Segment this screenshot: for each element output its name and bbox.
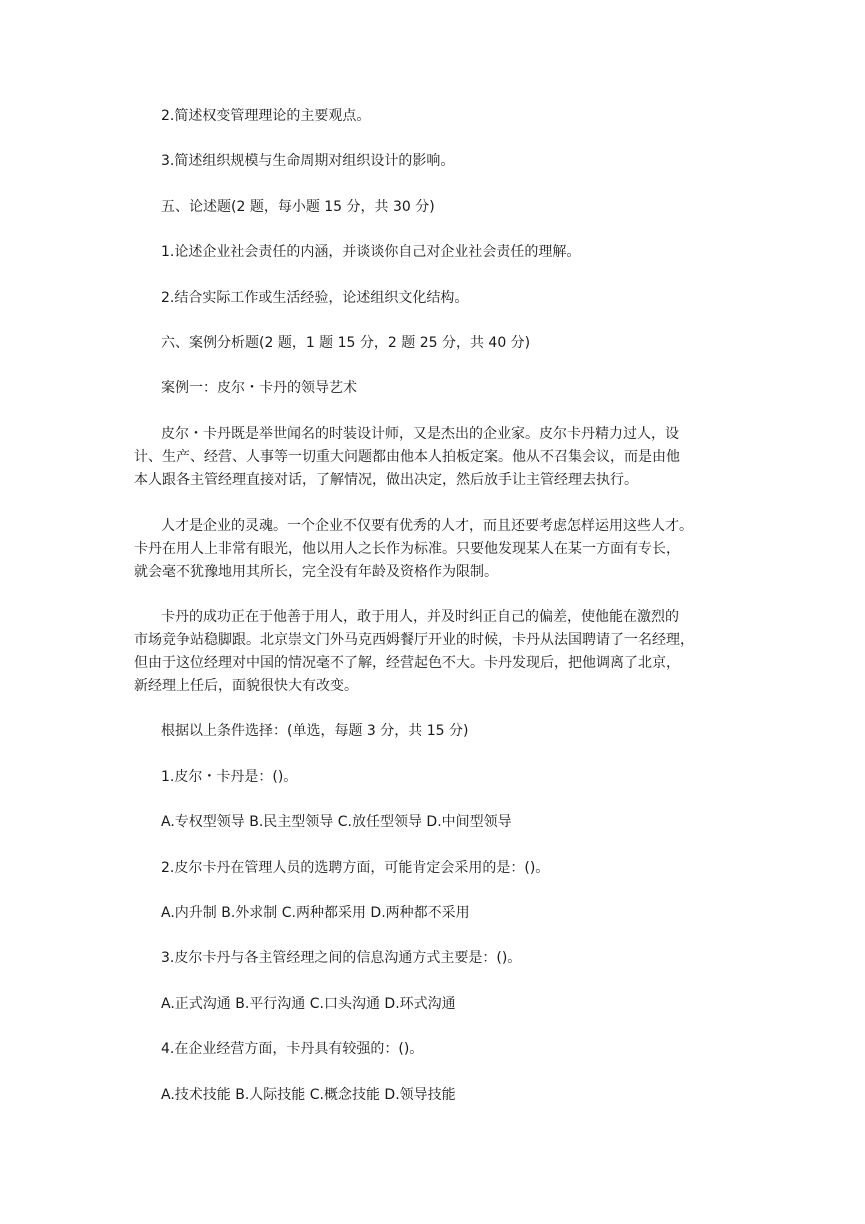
- case-paragraph-1: [134, 423, 721, 492]
- paragraph-line: 新经理上任后，面貌很快大有改变。: [134, 678, 358, 694]
- mc-options-4: A.技术技能 B.人际技能 C.概念技能 D.领导技能: [161, 1087, 456, 1103]
- case-paragraph-3: [134, 606, 721, 698]
- mc-question-1: 1.皮尔・卡丹是：()。: [161, 769, 298, 785]
- paragraph-line: 计、生产、经营、人事等一切重大问题都由他本人拍板定案。他从不召集会议，而是由他: [134, 449, 680, 465]
- paragraph-line: 皮尔・卡丹既是举世闻名的时装设计师，又是杰出的企业家。皮尔卡丹精力过人，设: [161, 426, 679, 442]
- paragraph-line: 卡丹的成功正在于他善于用人，敢于用人，并及时纠正自己的偏差，使他能在激烈的: [161, 609, 679, 625]
- mc-options-2: A.内升制 B.外求制 C.两种都采用 D.两种都不采用: [161, 905, 470, 921]
- short-answer-question-3: 3.简述组织规模与生命周期对组织设计的影响。: [161, 153, 455, 169]
- case-paragraph-2: [134, 515, 721, 584]
- case-1-title: 案例一：皮尔・卡丹的领导艺术: [161, 380, 357, 396]
- mc-question-4: 4.在企业经营方面，卡丹具有较强的：()。: [161, 1041, 424, 1057]
- paragraph-line: 卡丹在用人上非常有眼光，他以用人之长作为标准。只要他发现某人在某一方面有专长，: [134, 541, 680, 557]
- paragraph-line: 市场竞争站稳脚跟。北京崇文门外马克西姆餐厅开业的时候，卡丹从法国聘请了一名经理，: [134, 632, 694, 648]
- section-5-heading: 五、论述题(2 题，每小题 15 分，共 30 分): [161, 199, 435, 215]
- paragraph-line: 就会毫不犹豫地用其所长，完全没有年龄及资格作为限制。: [134, 564, 498, 580]
- paragraph-line: 但由于这位经理对中国的情况毫不了解，经营起色不大。卡丹发现后，把他调离了北京，: [134, 655, 680, 671]
- paragraph-line: 人才是企业的灵魂。一个企业不仅要有优秀的人才，而且还要考虑怎样运用这些人才。: [161, 518, 693, 534]
- essay-question-1: 1.论述企业社会责任的内涵，并谈谈你自己对企业社会责任的理解。: [161, 244, 581, 260]
- choice-instruction: 根据以上条件选择：(单选，每题 3 分，共 15 分): [161, 723, 469, 739]
- essay-question-2: 2.结合实际工作或生活经验，论述组织文化结构。: [161, 290, 469, 306]
- mc-options-3: A.正式沟通 B.平行沟通 C.口头沟通 D.环式沟通: [161, 996, 456, 1012]
- paragraph-line: 本人跟各主管经理直接对话，了解情况，做出决定，然后放手让主管经理去执行。: [134, 472, 638, 488]
- mc-question-2: 2.皮尔卡丹在管理人员的选聘方面，可能肯定会采用的是：()。: [161, 860, 550, 876]
- section-6-heading: 六、案例分析题(2 题，1 题 15 分，2 题 25 分，共 40 分): [161, 335, 531, 351]
- short-answer-question-2: 2.简述权变管理理论的主要观点。: [161, 108, 371, 124]
- mc-options-1: A.专权型领导 B.民主型领导 C.放任型领导 D.中间型领导: [161, 814, 512, 830]
- mc-question-3: 3.皮尔卡丹与各主管经理之间的信息沟通方式主要是：()。: [161, 950, 522, 966]
